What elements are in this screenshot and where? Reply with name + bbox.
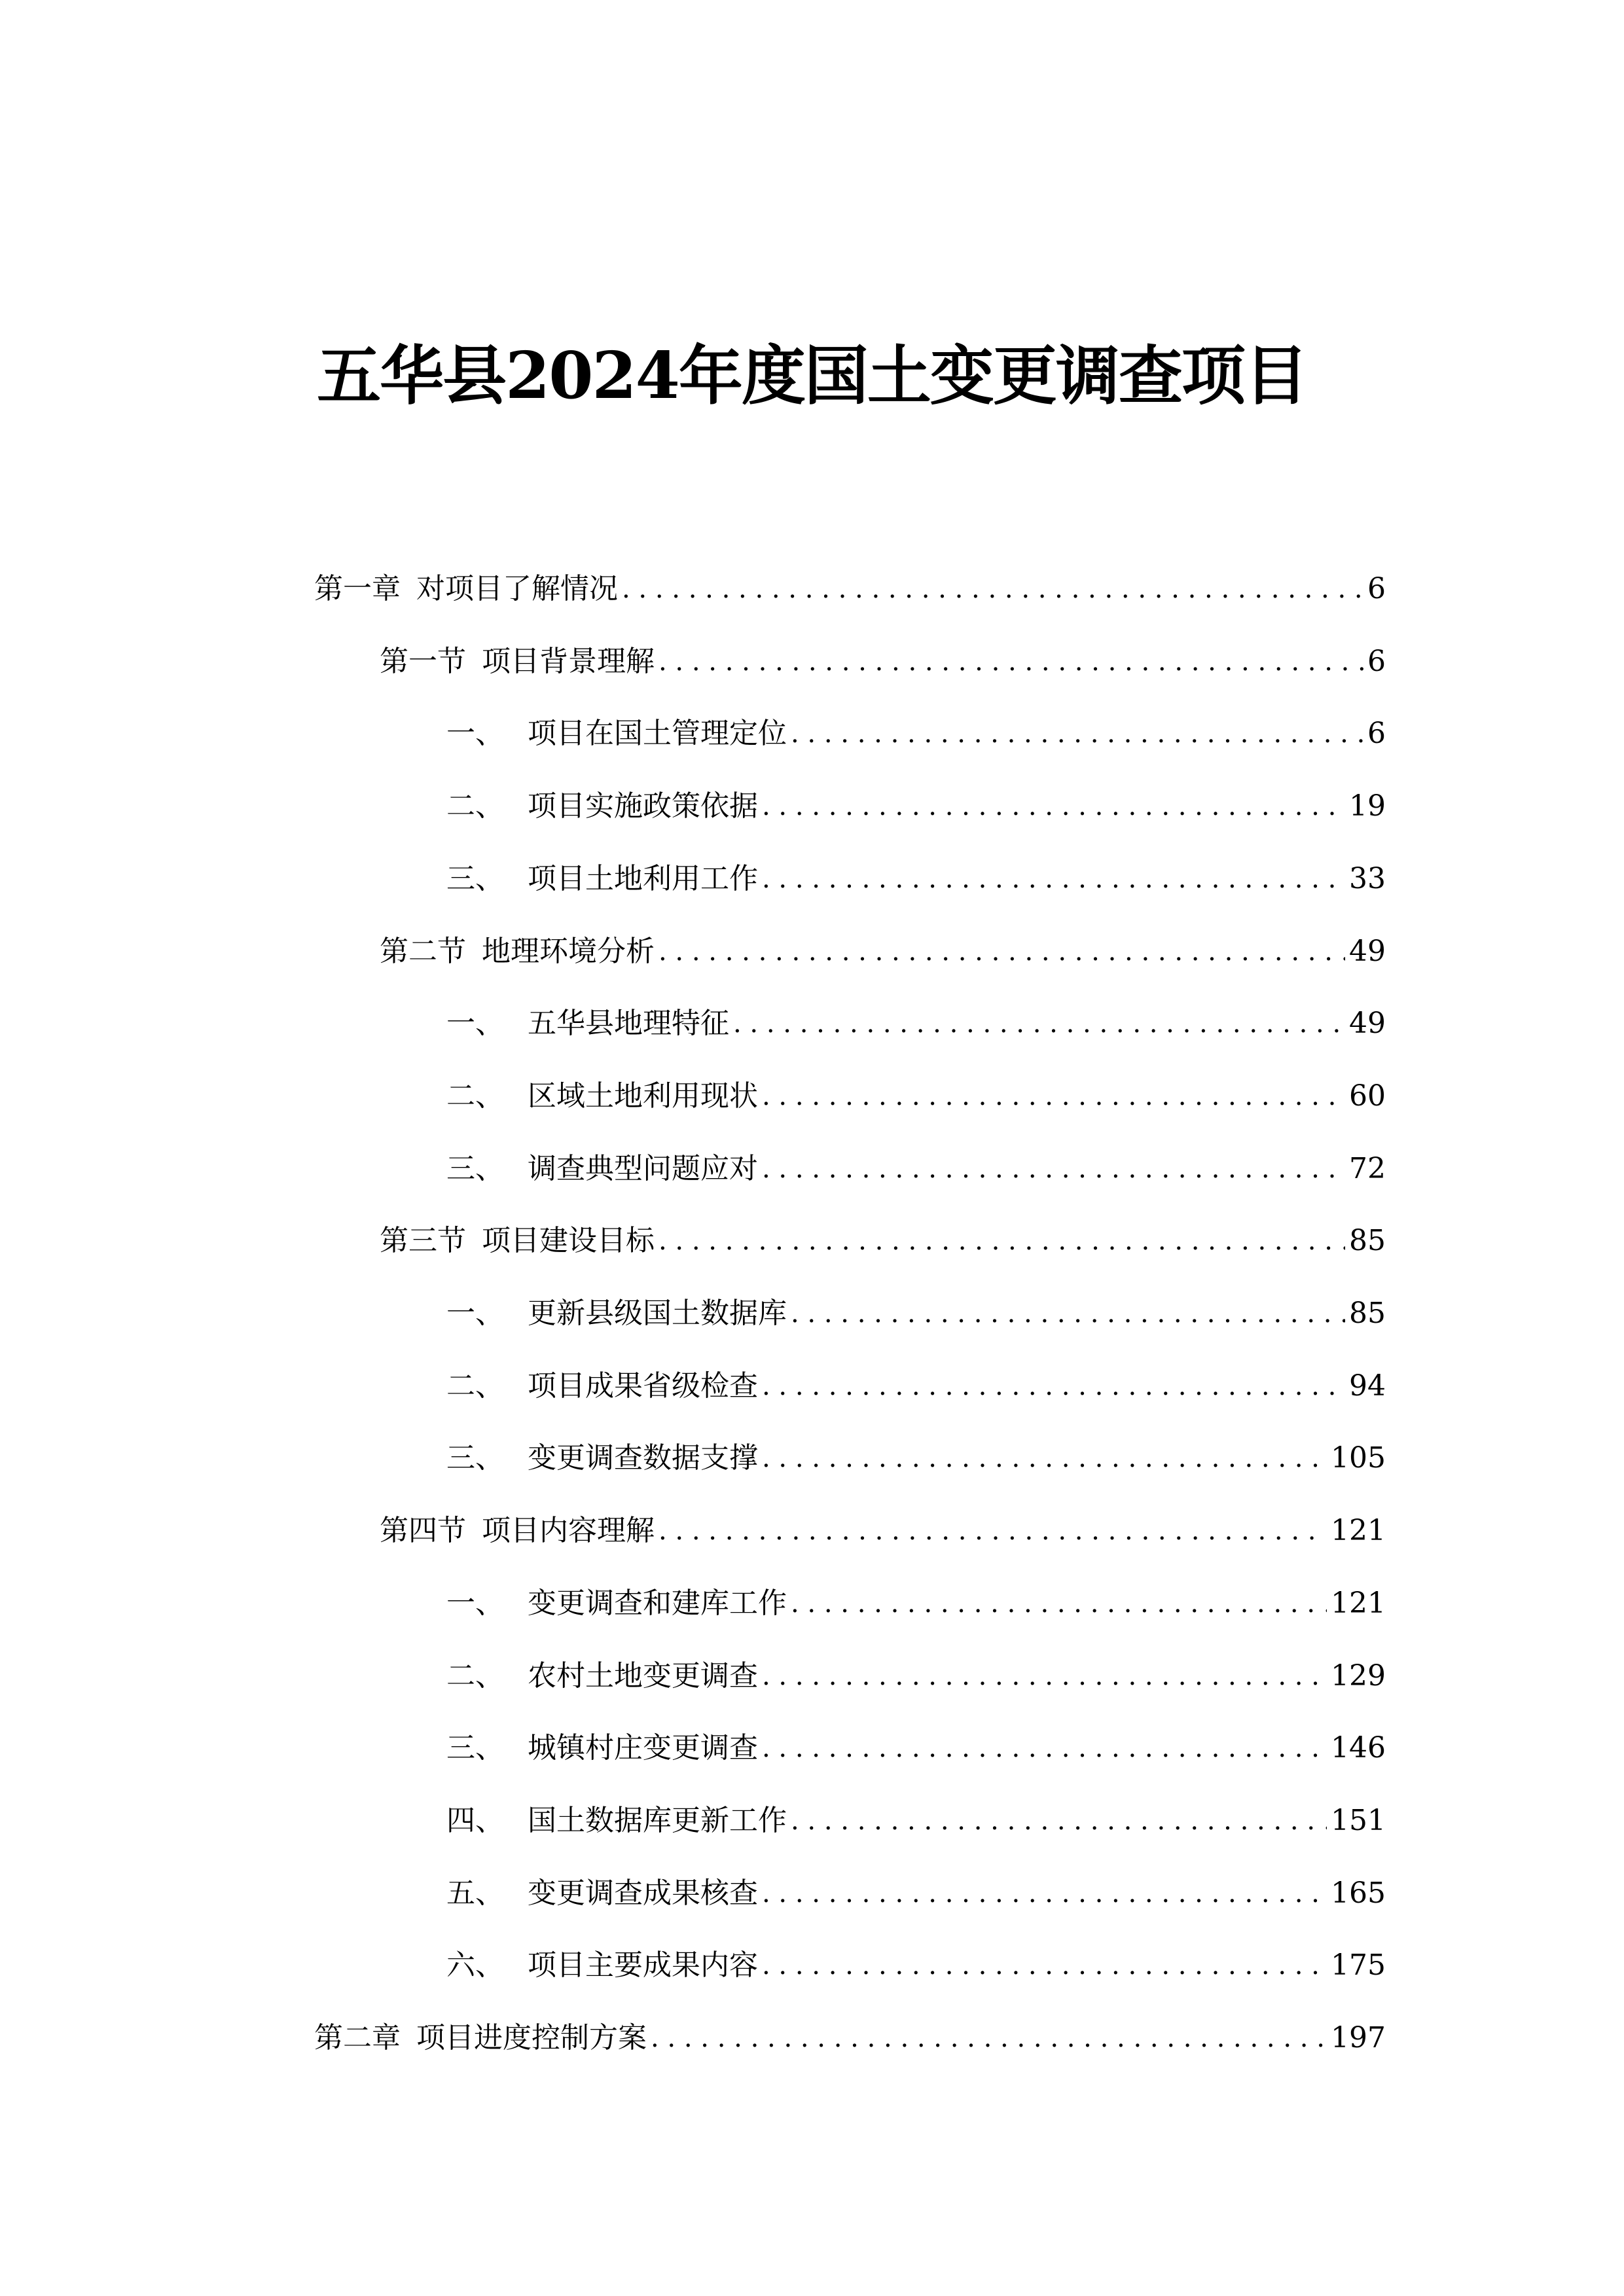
toc-entry-title: 项目主要成果内容 — [528, 1948, 758, 1982]
toc-entry-number: 六、 — [446, 1948, 504, 1982]
toc-entry[interactable] — [380, 642, 1386, 681]
toc-entry-title: 变更调查数据支撑 — [528, 1441, 758, 1475]
toc-entry-number: 一、 — [446, 1007, 504, 1041]
dot-leader — [659, 1511, 1327, 1551]
toc-entry-page: 19 — [1349, 789, 1386, 823]
toc-entry-title: 项目实施政策依据 — [528, 789, 758, 823]
toc-entry-page: 121 — [1331, 1586, 1386, 1620]
toc-entry-page: 146 — [1331, 1731, 1386, 1765]
toc-entry-title: 地理环境分析 — [482, 934, 655, 968]
dot-leader — [762, 1874, 1327, 1913]
dot-leader — [791, 1584, 1327, 1623]
toc-entry-title: 变更调查和建库工作 — [528, 1586, 787, 1620]
dot-leader — [762, 1149, 1345, 1189]
toc-entry-page: 151 — [1331, 1803, 1386, 1837]
toc-entry[interactable] — [380, 1221, 1386, 1261]
dot-leader — [659, 1221, 1345, 1261]
toc-entry-title: 项目建设目标 — [482, 1224, 655, 1258]
dot-leader — [791, 1801, 1327, 1840]
toc-entry[interactable] — [446, 1729, 1386, 1768]
toc-entry-number: 三、 — [446, 861, 504, 895]
toc-entry-number: 一、 — [446, 717, 504, 751]
toc-entry-title: 五华县地理特征 — [528, 1007, 729, 1041]
toc-entry-page: 49 — [1349, 934, 1386, 968]
toc-entry-number: 第一节 — [380, 644, 466, 678]
toc-entry[interactable] — [446, 1294, 1386, 1333]
toc-entry[interactable] — [446, 1004, 1386, 1043]
toc-entry-number: 二、 — [446, 1369, 504, 1403]
dot-leader — [762, 1077, 1345, 1116]
toc-entry-title: 对项目了解情况 — [416, 572, 618, 605]
toc-entry[interactable] — [446, 1801, 1386, 1840]
toc-entry[interactable] — [380, 1511, 1386, 1551]
toc-entry-page: 85 — [1349, 1224, 1386, 1258]
toc-entry-page: 165 — [1331, 1876, 1386, 1910]
toc-entry-page: 121 — [1331, 1514, 1386, 1548]
toc-entry[interactable] — [380, 932, 1386, 971]
toc-entry-number: 五、 — [446, 1876, 504, 1910]
toc-entry-title: 项目在国土管理定位 — [528, 717, 787, 751]
toc-entry-page: 197 — [1331, 2021, 1386, 2054]
dot-leader — [762, 1657, 1327, 1696]
toc-entry-number: 三、 — [446, 1151, 504, 1185]
toc-entry-page: 72 — [1349, 1151, 1386, 1185]
dot-leader — [762, 1946, 1327, 1985]
document-title: 五华县2024年度国土变更调查项目 — [317, 338, 1307, 414]
dot-leader — [659, 932, 1345, 971]
toc-entry-title: 农村土地变更调查 — [528, 1659, 758, 1693]
toc-entry[interactable] — [446, 1367, 1386, 1406]
toc-entry-page: 6 — [1367, 644, 1386, 678]
toc-entry-title: 区域土地利用现状 — [528, 1079, 758, 1113]
toc-entry[interactable] — [446, 1657, 1386, 1696]
toc-entry-number: 一、 — [446, 1586, 504, 1620]
toc-entry-number: 第二节 — [380, 934, 466, 968]
toc-entry-number: 二、 — [446, 1659, 504, 1693]
dot-leader — [762, 1439, 1327, 1478]
toc-entry[interactable] — [314, 569, 1386, 609]
dot-leader — [659, 642, 1363, 681]
toc-entry[interactable] — [446, 1149, 1386, 1189]
toc-entry[interactable] — [446, 1439, 1386, 1478]
toc-entry-number: 三、 — [446, 1441, 504, 1475]
toc-entry-page: 105 — [1331, 1441, 1386, 1475]
toc-entry-page: 6 — [1367, 717, 1386, 751]
toc-entry-number: 一、 — [446, 1297, 504, 1330]
toc-entry-title: 更新县级国土数据库 — [528, 1297, 787, 1330]
toc-entry[interactable] — [446, 787, 1386, 826]
toc-entry-number: 第三节 — [380, 1224, 466, 1258]
toc-entry-page: 129 — [1331, 1659, 1386, 1693]
dot-leader — [791, 714, 1363, 753]
toc-entry-number: 二、 — [446, 1079, 504, 1113]
toc-entry[interactable] — [446, 1946, 1386, 1985]
toc-entry[interactable] — [446, 859, 1386, 899]
toc-entry-page: 94 — [1349, 1369, 1386, 1403]
dot-leader — [791, 1294, 1345, 1333]
toc-entry-title: 项目成果省级检查 — [528, 1369, 758, 1403]
toc-entry-title: 调查典型问题应对 — [528, 1151, 758, 1185]
toc-entry-title: 变更调查成果核查 — [528, 1876, 758, 1910]
toc-entry-title: 项目背景理解 — [482, 644, 655, 678]
toc-entry-page: 33 — [1349, 861, 1386, 895]
toc-entry-title: 城镇村庄变更调查 — [528, 1731, 758, 1765]
toc-entry-title: 国土数据库更新工作 — [528, 1803, 787, 1837]
toc-entry-title: 项目内容理解 — [482, 1514, 655, 1548]
toc-entry-title: 项目土地利用工作 — [528, 861, 758, 895]
toc-entry-title: 项目进度控制方案 — [416, 2021, 647, 2054]
toc-entry-page: 85 — [1349, 1297, 1386, 1330]
dot-leader — [762, 1729, 1327, 1768]
toc-entry[interactable] — [446, 714, 1386, 753]
toc-entry-number: 三、 — [446, 1731, 504, 1765]
toc-entry-page: 6 — [1367, 572, 1386, 605]
toc-entry[interactable] — [446, 1077, 1386, 1116]
toc-entry-number: 第二章 — [314, 2021, 401, 2054]
toc-entry-number: 二、 — [446, 789, 504, 823]
toc-entry-number: 第一章 — [314, 572, 401, 605]
dot-leader — [762, 1367, 1345, 1406]
toc-entry-page: 175 — [1331, 1948, 1386, 1982]
dot-leader — [762, 859, 1345, 899]
toc-entry-number: 第四节 — [380, 1514, 466, 1548]
toc-entry-page: 60 — [1349, 1079, 1386, 1113]
toc-entry[interactable] — [446, 1584, 1386, 1623]
toc-entry[interactable] — [446, 1874, 1386, 1913]
dot-leader — [762, 787, 1345, 826]
dot-leader — [622, 569, 1363, 609]
toc-entry[interactable] — [314, 2018, 1386, 2058]
toc-entry-number: 四、 — [446, 1803, 504, 1837]
dot-leader — [651, 2018, 1327, 2058]
toc-entry-page: 49 — [1349, 1007, 1386, 1041]
dot-leader — [733, 1004, 1345, 1043]
